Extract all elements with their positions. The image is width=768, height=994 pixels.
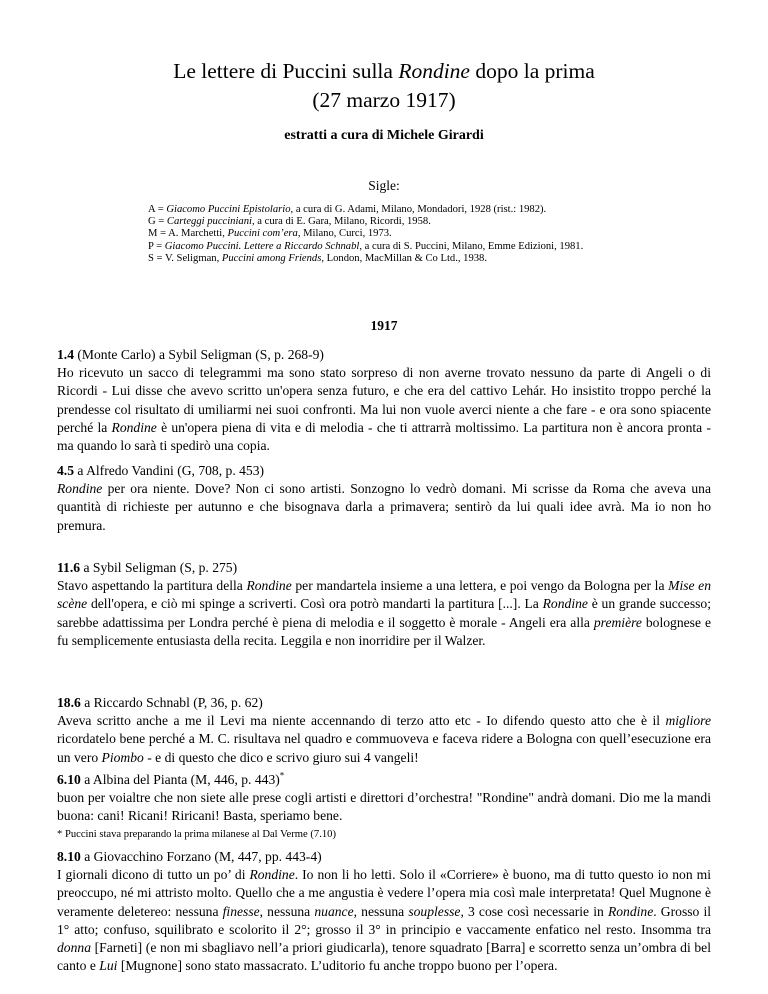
letter-text: Stavo aspettando la partitura della Rondine per mandartela insieme a una lettera, e poi vengo da Bologna per la Mise en scène dell'opera, e ciò mi spinge a scriverti. Così ora potrò mandarti la partitura [...]. La Rondine è un grande successo; sarebbe adattissima per Londra perché è piena di melodia e il soggetto è morale - Angeli era alla première bolognese e fu semplicemente entusiasta della recita. Leggila e non inorridire per il Walzer. [57,578,711,648]
sigle-item: M = A. Marchetti, Puccini com’era, Milano, Curci, 1973. [148,228,392,240]
letter-entry [57,346,711,455]
document-subtitle: estratti a cura di Michele Girardi [284,128,484,143]
sigle-item: P = Giacomo Puccini. Lettere a Riccardo Schnabl, a cura di S. Puccini, Milano, Emme Edizioni, 1981. [148,240,584,252]
footnote: * Puccini stava preparando la prima milanese al Dal Verme (7.10) [57,828,336,840]
title-line-2: (27 marzo 1917) [312,88,456,112]
letter-entry [57,848,711,975]
letter-text: Aveva scritto anche a me il Levi ma niente accennando di terzo atto etc - Io difendo questo atto che è il migliore ricordatelo bene perché a M. C. risultava nel quadro e commuoveva e faceva ridere a Bologna con quell’esecuzione era un vero Piombo - e di questo che dico e scrivo giuro sui 4 vangeli! [57,713,711,765]
document-title [0,57,768,115]
footnote-marker: * [279,770,285,781]
letter-entry [57,462,711,535]
letter-heading: 18.6 a Riccardo Schnabl (P, 36, p. 62) [57,695,263,710]
sigle-item: S = V. Seligman, Puccini among Friends, London, MacMillan & Co Ltd., 1938. [148,252,487,264]
letter-heading: 8.10 a Giovacchino Forzano (M, 447, pp. 443-4) [57,849,322,864]
letter-text: I giornali dicono di tutto un po’ di Rondine. Io non li ho letti. Solo il «Corriere» è buono, ma di tutto questo io non mi preoccupo, né mi attristo molto. Quello che a me angustia è vedere l’opera mia così male interpretata! Quel Mugnone è veramente deletereo: nessuna finesse, nessuna nuance, nessuna souplesse, 3 cose così necessarie in Rondine. Grosso il 1° atto; confuso, squilibrato e scolorito il 2°; grosso il 3° in principio e vaccamente enfatico nel resto. Insomma tra donna [Farneti] (e non mi sbagliavo nell’a priori giudicarla), tenore squadrato [Barra] e scorretto senza un’ombra di bel canto e Lui [Mugnone] sono stato massacrato. L’uditorio fu anche troppo buono per l’opera. [57,867,712,974]
sigle-heading: Sigle: [368,178,400,193]
year-heading: 1917 [370,318,398,333]
letter-entry [57,771,711,841]
sigle-list [148,204,748,265]
letter-text: Rondine per ora niente. Dove? Non ci sono artisti. Sonzogno lo vedrò domani. Mi scrisse da Roma che aveva una quantità di richieste per autunno e che bisognava darla a primavera; sentirò da lui quali idee avrà. Ma io non ho premura. [57,481,711,533]
sigle-item: A = Giacomo Puccini Epistolario, a cura di G. Adami, Milano, Mondadori, 1928 (rist.: 1982). [148,204,547,215]
sigle-item: G = Carteggi pucciniani, a cura di E. Gara, Milano, Ricordi, 1958. [148,216,431,228]
letter-text: buon per voialtre che non siete alle prese cogli artisti e direttori d’orchestra! "Rondine" andrà domani. Dio me la mandi buona: cani! Ricani! Riricani! Basta, speriamo bene. [57,790,711,824]
letter-heading: 11.6 a Sybil Seligman (S, p. 275) [57,560,238,575]
letter-heading: 1.4 (Monte Carlo) a Sybil Seligman (S, p. 268-9) [57,347,324,362]
letter-heading: 4.5 a Alfredo Vandini (G, 708, p. 453) [57,463,265,478]
title-line-1: Le lettere di Puccini sulla Rondine dopo la prima [173,59,595,83]
letter-text: Ho ricevuto un sacco di telegrammi ma sono stato sorpreso di non averne trovato nessuno da parte di Angeli o di Ricordi - Lui disse che avevo scritto un'opera senza futuro, e che era del cattivo Lehár. Ho insistito troppo perché la prendesse col risultato di umiliarmi nei suoi confronti. Ma lui non vuole averci niente a che fare - e ora sono spiacente perché la Rondine è un'opera piena di vita e di melodia - che ti attrarrà moltissimo. La partitura non è ancora pronta - ma quando lo sarà ti spedirò una copia. [57,365,711,454]
letter-heading: 6.10 a Albina del Pianta (M, 446, p. 443)* [57,770,285,787]
letter-entry [57,559,711,650]
letter-entry [57,694,711,767]
